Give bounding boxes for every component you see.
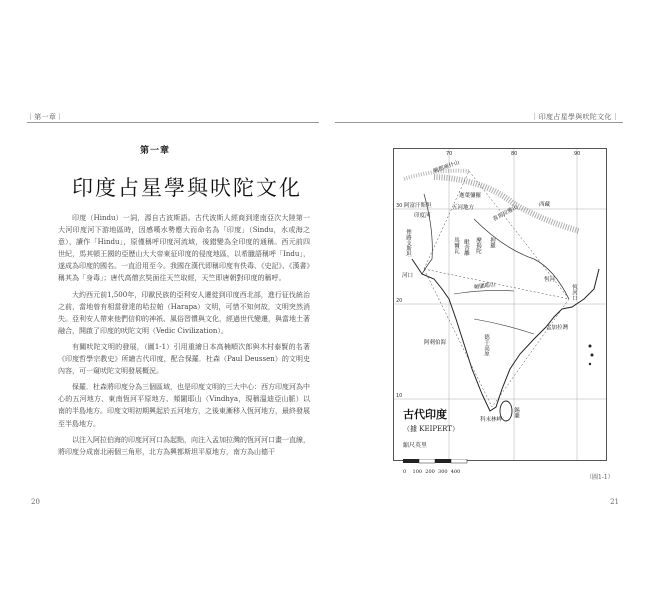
label-arabian-sea: 阿剌伯海 [424,340,447,346]
island-1 [589,345,592,348]
label-rivermouth: 河口 [402,273,414,279]
lat-label-20: 20 [396,298,403,304]
label-cape-comorin: 科末林岬 [480,417,503,423]
label-malwa: 馬爾瓦 [453,237,459,254]
label-baluchistan: 俾路支斯坦 [405,229,411,257]
scale-tick-400: 400 [450,469,461,475]
island-3 [589,363,591,365]
himalaya-range [434,177,579,231]
paragraph-2: 大約西元前1,500年，印歐民族的亞利安人遷徙到印度西北部，進行征伐統治之前，當地曾有相當發達的哈拉帕（Harapa）文明，可惜不知何故，文明突然消失。亞利安人帶來他們信仰的神祇、風俗習慣與文化，經過世代變遷，與當地土著融合，開啟了印度的吠陀文明（Vedic Civilization）。 [58,290,310,335]
scale-bar [403,459,483,464]
label-kuru: 拘羅 [489,237,495,248]
left-running-header: ｜第一章｜ [27,113,64,121]
right-page-number: 21 [610,498,619,506]
right-header-rule [335,122,623,123]
chapter-title: 印度占星學與吠陀文化 [72,176,302,200]
scale-tick-200: 200 [425,469,435,475]
label-tibet: 西藏 [539,202,551,208]
legend-subtitle: （據 KEIPERT） [403,425,459,433]
label-ganges-mouth: 恆河口 [571,284,577,301]
label-vindhya: 頻闍耶山 [473,281,497,291]
label-bay-of-bengal: 孟加拉灣 [546,325,569,331]
scale-tick-0: 0 [403,469,407,475]
narmada-river [454,290,514,294]
right-running-header: ｜印度占星學與吠陀文化｜ [531,113,619,121]
scale-tick-100: 100 [412,469,423,475]
label-afghanistan: 阿富汗斯坦 [404,203,432,209]
paragraph-5: 以注入阿拉伯海的印度河河口為起點，向注入孟加拉灣的恆河河口畫一直線，將印度分成南北兩個三角形，北方為興都斯坦平原地方，南方為山德干 [58,435,310,456]
scale-label: 縮尺英里 [403,442,428,449]
label-himalaya: 喜馬拉雅山 [492,204,520,223]
label-ganges: 恆河 [544,277,556,283]
lon-label-90: 90 [574,151,581,157]
division-line [424,269,569,407]
body-text [58,212,310,462]
label-kashmir: 迦葉彌羅 [459,193,482,199]
label-indus: 印度河 [414,213,431,219]
label-deccan: 德干高原 [483,334,489,356]
island-2 [591,354,594,357]
lon-label-70: 70 [446,151,453,157]
lat-label-10: 10 [396,393,403,399]
legend-title: 古代印度 [403,408,447,421]
scale-ticks [403,469,483,475]
paragraph-4: 保羅．杜森將印度分為三個區域，也是印度文明的三大中心：西方印度河為中心的五河地方、東南恆河平原地方、頻闍耶山（Vindhya，現稱溫迪亞山脈）以南的半島地方。印度文明初期興起於五河地方，之後東漸移入恆河地方，最終發展至半島地方。 [58,383,310,428]
left-header-rule [27,122,319,123]
map-legend [403,406,483,475]
figure-caption: （圖1-1） [586,474,614,481]
lon-label-80: 80 [511,151,518,157]
scale-tick-300: 300 [438,469,448,475]
label-ceylon: 錫蘭 [513,407,519,418]
label-vaishali: 毗舍離 [463,239,469,256]
lat-label-30: 30 [396,203,403,209]
label-magadha: 摩揭陀 [475,237,481,254]
godavari-river [474,319,534,334]
label-hindukush: 興都庫什山 [432,159,461,175]
paragraph-3: 有關吠陀文明的發展，（圖1-1）引用重繪日本高楠順次郎與木村泰賢的名著《印度哲學宗教史》所繪古代印度，配合保羅．杜森（Paul Deussen）的文明史內容，可一窺吠陀文明發展概況。 [58,342,310,376]
left-page-number: 20 [31,498,40,506]
paragraph-1: 印度（Hindu）一詞，源自古波斯語。古代波斯人經商到達南亞次大陸第一大河印度河下游地區時，因感嘆水勢應大而命名為「印度」（Sindu，水或海之意），讀作「Hindu」，原僅稱呼印度河流域，後錯變為全印度的通稱。西元前四世紀，馬其頓王國的亞歷山大大帝東征印度的侵度地區，以希臘語稱呼「Indu」，遂成為印度的國名。一直沿用至今。我國在漢代即稱印度有佚毒、《史記》、《漢書》稱其為「身毒」；唐代高僧玄奘面往天竺取經，天竺即唐朝對印度的稱呼。 [58,214,310,283]
label-five-rivers: 五河地方 [452,205,475,211]
chapter-label: 第一章 [140,146,171,156]
